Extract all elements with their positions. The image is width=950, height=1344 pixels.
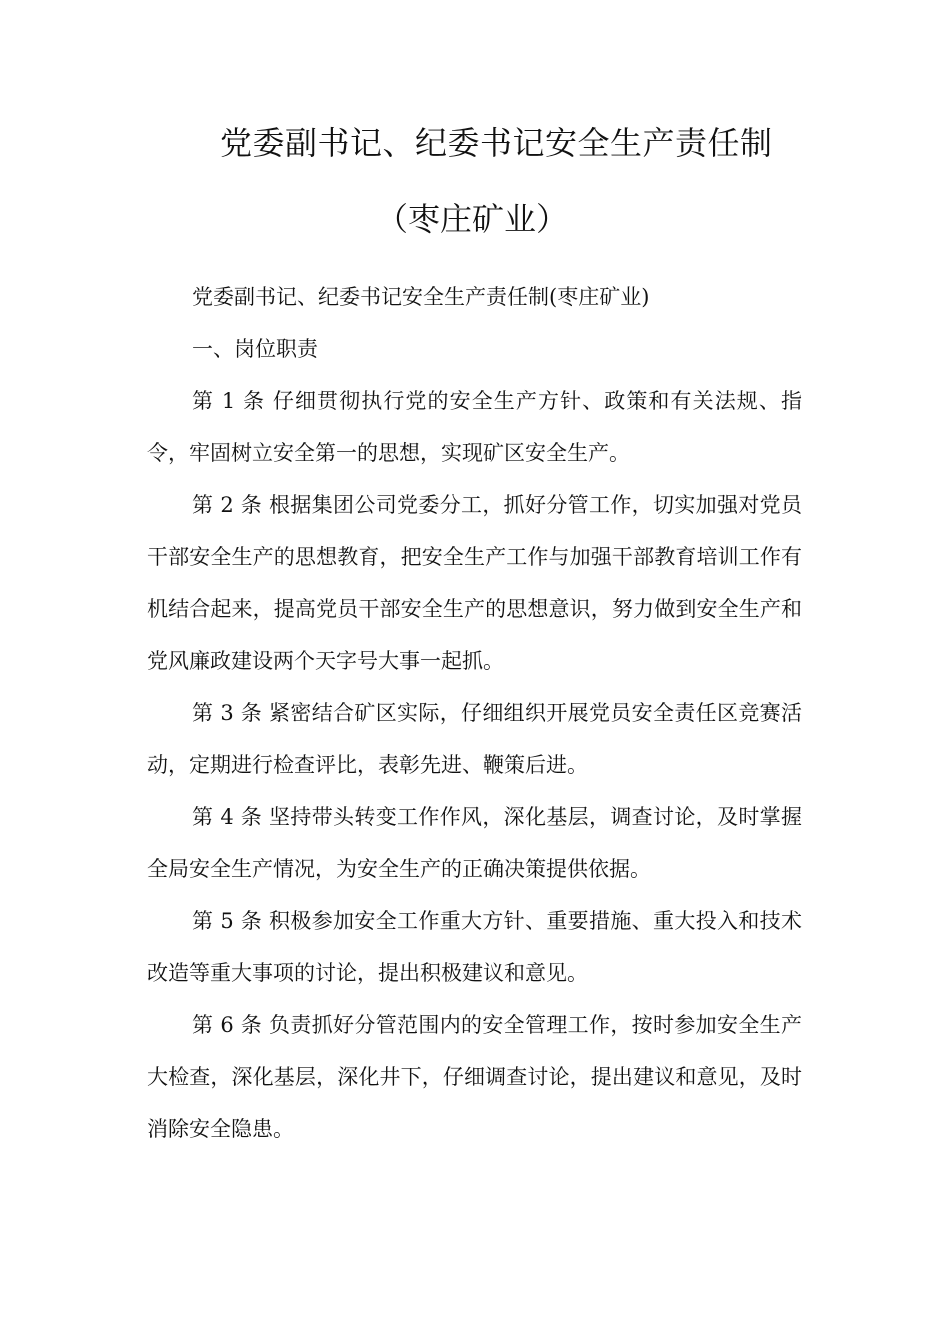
section-heading-duties: 一、岗位职责: [192, 337, 318, 361]
document-title: 党委副书记、纪委书记安全生产责任制: [220, 124, 773, 162]
paragraph-heading-repeat: 党委副书记、纪委书记安全生产责任制(枣庄矿业): [192, 285, 650, 309]
article-4: 第 4 条 坚持带头转变工作作风，深化基层，调查讨论，及时掌握全局安全生产情况，为安全生产的正确决策提供依据。: [147, 805, 802, 881]
document-subtitle: （枣庄矿业）: [376, 200, 569, 238]
article-5: 第 5 条 积极参加安全工作重大方针、重要措施、重大投入和技术改造等重大事项的讨论，提出积极建议和意见。: [147, 909, 802, 985]
document-body: [147, 271, 802, 1155]
article-6: 第 6 条 负责抓好分管范围内的安全管理工作，按时参加安全生产大检查，深化基层，深化井下，仔细调查讨论，提出建议和意见，及时消除安全隐患。: [147, 1013, 802, 1141]
article-2: 第 2 条 根据集团公司党委分工，抓好分管工作，切实加强对党员干部安全生产的思想教育，把安全生产工作与加强干部教育培训工作有机结合起来，提高党员干部安全生产的思想意识，努力做到安全生产和党风廉政建设两个天字号大事一起抓。: [147, 493, 802, 673]
article-1: 第 1 条 仔细贯彻执行党的安全生产方针、政策和有关法规、指令，牢固树立安全第一的思想，实现矿区安全生产。: [147, 389, 802, 465]
article-3: 第 3 条 紧密结合矿区实际，仔细组织开展党员安全责任区竞赛活动，定期进行检查评比，表彰先进、鞭策后进。: [147, 701, 802, 777]
